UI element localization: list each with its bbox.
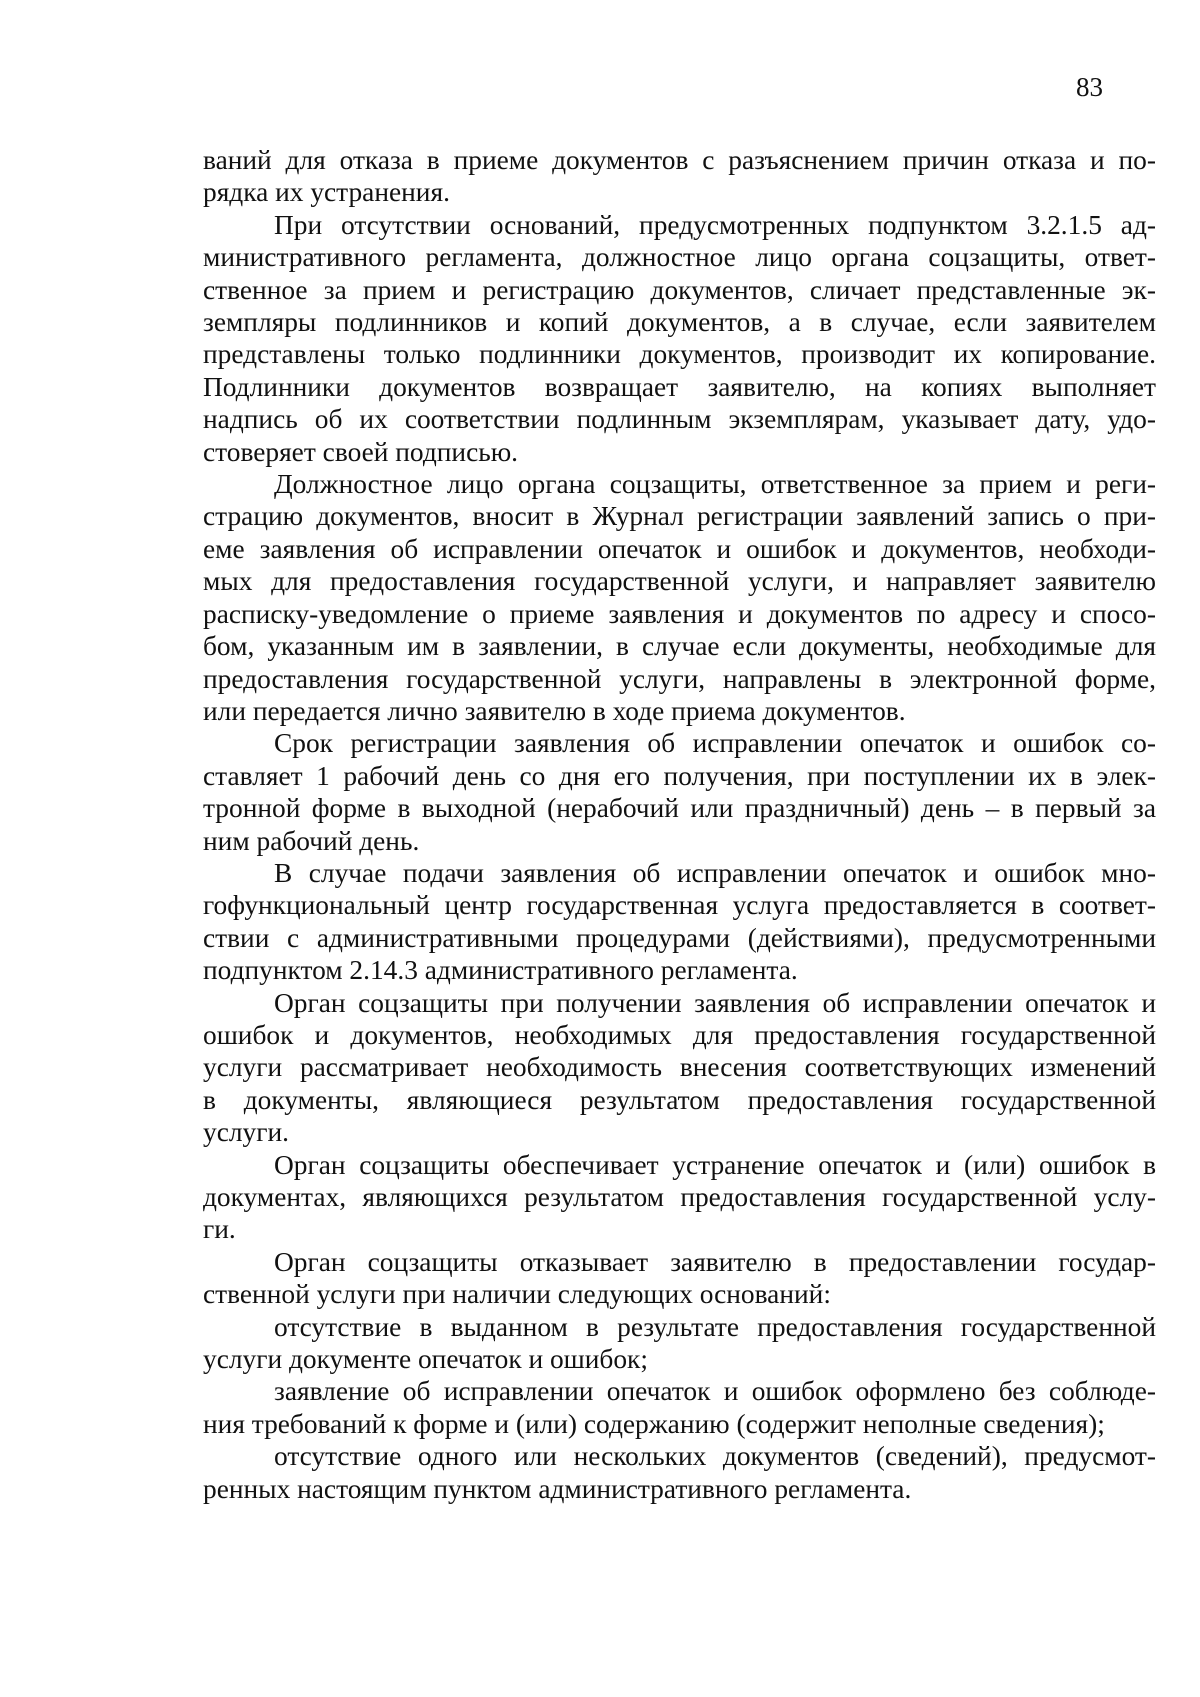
text-line: страцию документов, вносит в Журнал регистрации заявлений запись о при- bbox=[203, 501, 1156, 532]
paragraph bbox=[203, 144, 1156, 209]
text-line: ставляет 1 рабочий день со дня его получения, при поступлении их в элек- bbox=[203, 760, 1156, 791]
text-line: ваний для отказа в приеме документов с разъяснением причин отказа и по- bbox=[203, 145, 1156, 175]
text-line: тронной форме в выходной (нерабочий или праздничный) день – в первый за bbox=[203, 793, 1156, 824]
text-line: мых для предоставления государственной услуги, и направляет заявителю bbox=[203, 566, 1156, 597]
paragraph bbox=[203, 209, 1156, 468]
text-line: отсутствие одного или нескольких документов (сведений), предусмот- bbox=[274, 1441, 1156, 1472]
paragraph bbox=[203, 857, 1156, 987]
paragraph bbox=[203, 727, 1156, 857]
text-line: гофункциональный центр государственная услуга предоставляется в соответ- bbox=[203, 890, 1156, 921]
text-line: предоставления государственной услуги, направлены в электронной форме, bbox=[203, 663, 1156, 694]
text-line: в документы, являющиеся результатом предоставления государственной bbox=[203, 1084, 1156, 1115]
text-line: Орган соцзащиты обеспечивает устранение опечаток и (или) ошибок в bbox=[274, 1149, 1156, 1180]
text-line: ния требований к форме и (или) содержанию (содержит неполные сведения); bbox=[203, 1408, 1105, 1439]
text-line: услуги документе опечаток и ошибок; bbox=[203, 1344, 648, 1375]
text-line: ги. bbox=[203, 1214, 236, 1245]
text-line: земпляры подлинников и копий документов, а в случае, если заявителем bbox=[203, 307, 1156, 338]
text-line: ственной услуги при наличии следующих оснований: bbox=[203, 1279, 831, 1310]
text-line: подпунктом 2.14.3 административного регламента. bbox=[203, 955, 798, 986]
paragraph bbox=[203, 468, 1156, 727]
paragraph bbox=[203, 987, 1156, 1149]
text-line: Орган соцзащиты отказывает заявителю в предоставлении государ- bbox=[274, 1246, 1156, 1277]
document-body bbox=[203, 144, 1156, 1505]
text-line: рядка их устранения. bbox=[203, 177, 450, 208]
text-line: отсутствие в выданном в результате предоставления государственной bbox=[274, 1311, 1156, 1342]
text-line: стоверяет своей подписью. bbox=[203, 436, 519, 467]
text-line: ствии с административными процедурами (действиями), предусмотренными bbox=[203, 922, 1156, 953]
text-line: надпись об их соответствии подлинным экземплярам, указывает дату, удо- bbox=[203, 404, 1156, 435]
text-line: Орган соцзащиты при получении заявления об исправлении опечаток и bbox=[274, 987, 1156, 1018]
paragraph bbox=[203, 1246, 1156, 1311]
text-line: ним рабочий день. bbox=[203, 825, 420, 856]
text-line: ственное за прием и регистрацию документов, сличает представленные эк- bbox=[203, 274, 1156, 305]
text-line: ошибок и документов, необходимых для предоставления государственной bbox=[203, 1019, 1156, 1050]
text-line: документах, являющихся результатом предоставления государственной услу- bbox=[203, 1182, 1156, 1212]
text-line: Должностное лицо органа соцзащиты, ответственное за прием и реги- bbox=[274, 469, 1156, 500]
text-line: Подлинники документов возвращает заявителю, на копиях выполняет bbox=[203, 371, 1156, 402]
text-line: услуги рассматривает необходимость внесения соответствующих изменений bbox=[203, 1052, 1156, 1083]
text-line: еме заявления об исправлении опечаток и ошибок и документов, необходи- bbox=[203, 533, 1156, 564]
text-line: бом, указанным им в заявлении, в случае если документы, необходимые для bbox=[203, 631, 1156, 662]
text-line: ренных настоящим пунктом административного регламента. bbox=[203, 1473, 912, 1504]
paragraph bbox=[203, 1149, 1156, 1246]
text-line: или передается лично заявителю в ходе приема документов. bbox=[203, 695, 906, 726]
paragraph bbox=[203, 1440, 1156, 1505]
text-line: заявление об исправлении опечаток и ошибок оформлено без соблюде- bbox=[274, 1376, 1156, 1407]
text-line: министративного регламента, должностное лицо органа соцзащиты, ответ- bbox=[203, 242, 1156, 273]
text-line: расписку-уведомление о приеме заявления и документов по адресу и спосо- bbox=[203, 598, 1156, 629]
text-line: При отсутствии оснований, предусмотренных подпунктом 3.2.1.5 ад- bbox=[274, 209, 1156, 240]
text-line: Срок регистрации заявления об исправлении опечаток и ошибок со- bbox=[274, 728, 1156, 759]
text-line: представлены только подлинники документов, производит их копирование. bbox=[203, 339, 1156, 370]
text-line: В случае подачи заявления об исправлении опечаток и ошибок мно- bbox=[274, 857, 1156, 888]
page-number: 83 bbox=[1076, 72, 1103, 102]
text-line: услуги. bbox=[203, 1117, 289, 1148]
paragraph bbox=[203, 1375, 1156, 1440]
paragraph bbox=[203, 1311, 1156, 1376]
